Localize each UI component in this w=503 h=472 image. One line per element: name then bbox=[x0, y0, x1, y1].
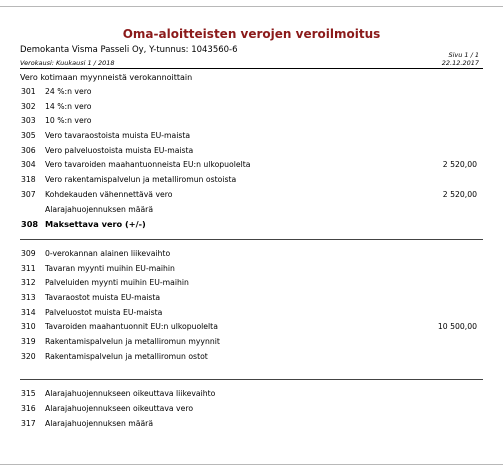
row-code: 318 bbox=[21, 175, 36, 185]
row-label: Vero tavaroiden maahantuonneista EU:n ulkopuolelta bbox=[45, 160, 251, 170]
row-label: Vero rakentamispalvelun ja metalliromun ostoista bbox=[45, 175, 237, 185]
row-label: Alarajahuojennuksen määrä bbox=[45, 204, 154, 214]
row-label: Maksettava vero (+/-) bbox=[45, 219, 146, 230]
report-title: Oma-aloitteisten verojen veroilmoitus bbox=[122, 27, 381, 41]
report-row bbox=[20, 350, 483, 365]
report-row bbox=[20, 402, 483, 417]
row-label: Tavaraostot muista EU-maista bbox=[45, 292, 161, 302]
report-row bbox=[20, 188, 483, 203]
report-row bbox=[20, 129, 483, 144]
row-code: 315 bbox=[21, 389, 36, 399]
bottom-page-border bbox=[0, 464, 503, 465]
row-label: Vero palveluostoista muista EU-maista bbox=[45, 145, 194, 155]
section-1-rows bbox=[20, 85, 483, 232]
top-page-border bbox=[0, 0, 503, 7]
row-code: 313 bbox=[21, 292, 36, 302]
row-code: 319 bbox=[21, 337, 36, 346]
row-label: Alarajahuojennukseen oikeuttava vero bbox=[45, 404, 194, 414]
row-label: Tavaroiden maahantuonnit EU:n ulkopuolelta bbox=[45, 322, 218, 332]
report-row bbox=[20, 335, 483, 350]
row-code: 303 bbox=[21, 116, 36, 126]
report-row bbox=[20, 144, 483, 159]
tax-period: Verokausi: Kuukausi 1 / 2018 bbox=[20, 59, 115, 67]
row-amount: 2 520,00 bbox=[442, 189, 477, 199]
row-code: 316 bbox=[21, 404, 36, 414]
report-row bbox=[20, 320, 483, 335]
row-label: Rakentamispalvelun ja metalliromun myynnit bbox=[45, 337, 220, 346]
row-code: 310 bbox=[21, 322, 36, 332]
row-code: 309 bbox=[21, 248, 36, 258]
row-label: Palveluiden myynti muihin EU-maihin bbox=[45, 278, 189, 288]
report-date: 22.12.2017 bbox=[441, 59, 479, 67]
row-label: Alarajahuojennuksen määrä bbox=[45, 418, 154, 428]
row-code: 308 bbox=[21, 219, 39, 230]
row-code: 314 bbox=[21, 307, 36, 317]
report-row bbox=[20, 85, 483, 100]
page-number: Sivu 1 / 1 bbox=[448, 51, 479, 59]
row-code: 304 bbox=[21, 160, 36, 170]
row-label: Alarajahuojennukseen oikeuttava liikevaihto bbox=[45, 389, 216, 399]
report-row bbox=[20, 291, 483, 306]
total-payable-row bbox=[20, 217, 483, 232]
row-label: 10 %:n vero bbox=[45, 116, 92, 126]
row-code: 317 bbox=[21, 418, 36, 428]
report-row bbox=[20, 100, 483, 115]
vat-report bbox=[20, 10, 483, 431]
report-row bbox=[20, 417, 483, 432]
row-label: Rakentamispalvelun ja metalliromun ostot bbox=[45, 351, 208, 361]
row-code: 307 bbox=[21, 189, 36, 199]
row-label: Palveluostot muista EU-maista bbox=[45, 307, 163, 317]
section-title-domestic-sales: Vero kotimaan myynneistä verokannoittain bbox=[20, 73, 193, 82]
row-label: 0-verokannan alainen liikevaihto bbox=[45, 248, 171, 258]
header-company-row bbox=[20, 44, 483, 58]
row-code: 312 bbox=[21, 278, 36, 288]
header-period-row bbox=[20, 58, 483, 69]
section-2-rows bbox=[20, 247, 483, 365]
report-row bbox=[20, 173, 483, 188]
row-code: 302 bbox=[21, 101, 36, 111]
report-row bbox=[20, 158, 483, 173]
row-label: 24 %:n vero bbox=[45, 87, 92, 96]
section-3-rows bbox=[20, 387, 483, 431]
report-row bbox=[20, 203, 483, 218]
row-amount: 2 520,00 bbox=[442, 160, 477, 170]
row-code: 320 bbox=[21, 351, 36, 361]
row-label: Kohdekauden vähennettävä vero bbox=[45, 189, 173, 199]
row-label: 14 %:n vero bbox=[45, 101, 92, 111]
report-row bbox=[20, 262, 483, 277]
row-label: Vero tavaraostoista muista EU-maista bbox=[45, 131, 191, 141]
report-row bbox=[20, 387, 483, 402]
row-code: 306 bbox=[21, 145, 36, 155]
row-code: 301 bbox=[21, 87, 36, 96]
row-amount: 10 500,00 bbox=[437, 322, 477, 332]
company-info: Demokanta Visma Passeli Oy, Y-tunnus: 1043560-6 bbox=[20, 45, 238, 55]
row-label: Tavaran myynti muihin EU-maihin bbox=[45, 263, 175, 273]
report-row bbox=[20, 114, 483, 129]
report-row bbox=[20, 306, 483, 321]
report-row bbox=[20, 276, 483, 291]
row-code: 311 bbox=[21, 263, 36, 273]
row-code: 305 bbox=[21, 131, 36, 141]
report-row bbox=[20, 247, 483, 262]
